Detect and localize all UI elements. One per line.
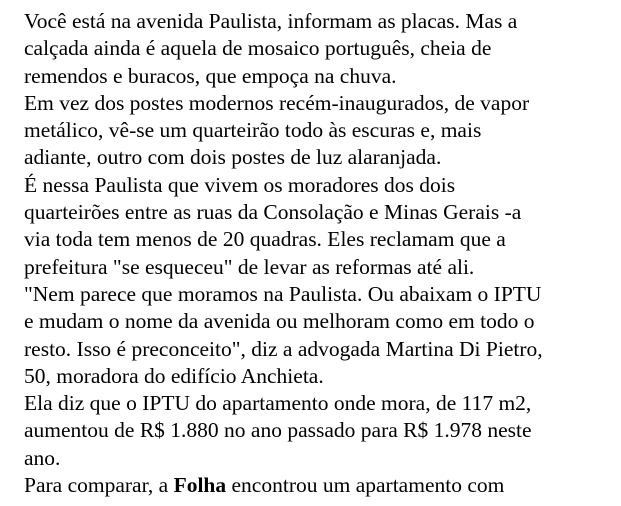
text-segment: Para comparar, a — [24, 473, 174, 498]
text-line: remendos e buracos, que empoça na chuva. — [24, 63, 397, 88]
text-line: prefeitura "se esqueceu" de levar as reformas até ali. — [24, 254, 475, 279]
text-line: Ela diz que o IPTU do apartamento onde mora, de 117 m2, — [24, 391, 532, 416]
paragraph-6 — [24, 472, 614, 499]
text-segment: encontrou um apartamento com — [226, 473, 505, 498]
text-line — [24, 472, 614, 499]
paragraph-4-quote — [24, 281, 614, 390]
text-line: e mudam o nome da avenida ou melhoram como em todo o — [24, 309, 535, 334]
text-line: É nessa Paulista que vivem os moradores dos dois — [24, 172, 456, 197]
paragraph-5 — [24, 390, 614, 472]
text-line: Em vez dos postes modernos recém-inaugurados, de vapor — [24, 90, 530, 115]
newspaper-name: Folha — [173, 473, 227, 498]
text-line: metálico, vê-se um quarteirão todo às escuras e, mais — [24, 118, 482, 143]
paragraph-2 — [24, 90, 614, 172]
text-line: 50, moradora do edifício Anchieta. — [24, 363, 324, 388]
article-body — [24, 8, 614, 499]
text-line: resto. Isso é preconceito", diz a advogada Martina Di Pietro, — [24, 336, 543, 361]
text-line: Você está na avenida Paulista, informam as placas. Mas a — [24, 9, 518, 33]
text-line: ano. — [24, 445, 61, 470]
text-line: "Nem parece que moramos na Paulista. Ou abaixam o IPTU — [24, 281, 542, 306]
text-line: aumentou de R$ 1.880 no ano passado para R$ 1.978 neste — [24, 418, 532, 443]
text-line: quarteirões entre as ruas da Consolação e Minas Gerais -a — [24, 200, 522, 225]
paragraph-3 — [24, 172, 614, 281]
text-line: adiante, outro com dois postes de luz alaranjada. — [24, 145, 442, 170]
paragraph-1 — [24, 8, 614, 90]
text-line: via toda tem menos de 20 quadras. Eles reclamam que a — [24, 227, 506, 252]
text-line: calçada ainda é aquela de mosaico português, cheia de — [24, 36, 492, 61]
